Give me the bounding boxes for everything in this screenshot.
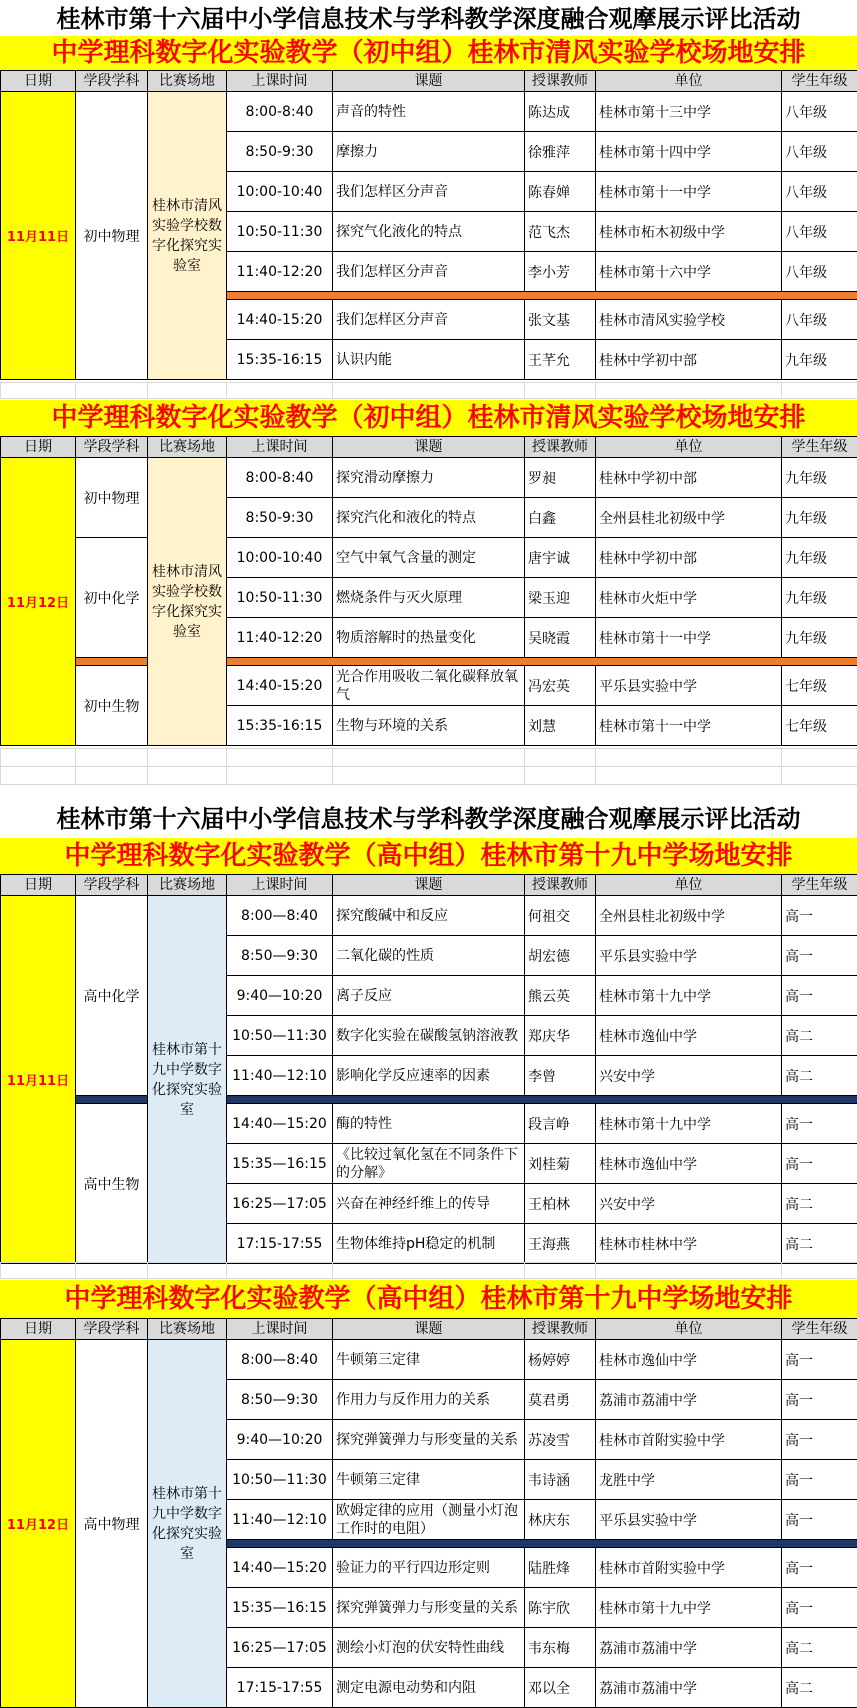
time-cell: 8:00-8:40 <box>227 92 333 132</box>
teacher-cell: 王海燕 <box>525 1224 596 1264</box>
grade-cell: 高一 <box>782 1380 857 1420</box>
time-cell: 8:50-9:30 <box>227 498 333 538</box>
time-cell: 14:40-15:20 <box>227 666 333 706</box>
event-title: 桂林市第十六届中小学信息技术与学科教学深度融合观摩展示评比活动 <box>0 2 857 36</box>
date-cell: 11月12日 <box>1 1340 76 1708</box>
section-title: 中学理科数字化实验教学（初中组）桂林市清风实验学校场地安排 <box>0 400 857 436</box>
col-grade: 学生年级 <box>782 1319 857 1340</box>
topic-cell: 我们怎样区分声音 <box>333 252 525 292</box>
col-teacher: 授课教师 <box>525 71 596 92</box>
unit-cell: 平乐县实验中学 <box>596 936 782 976</box>
teacher-cell: 梁玉迎 <box>525 578 596 618</box>
time-cell: 14:40-15:20 <box>227 300 333 340</box>
col-date: 日期 <box>1 71 76 92</box>
teacher-cell: 段言峥 <box>525 1104 596 1144</box>
col-venue: 比赛场地 <box>148 71 227 92</box>
teacher-cell: 李小芳 <box>525 252 596 292</box>
unit-cell: 全州县桂北初级中学 <box>596 498 782 538</box>
teacher-cell: 邓以全 <box>525 1668 596 1708</box>
unit-cell: 桂林中学初中部 <box>596 340 782 380</box>
grade-cell: 九年级 <box>782 458 857 498</box>
topic-cell: 生物体维持pH稳定的机制 <box>333 1224 525 1264</box>
venue-cell: 桂林市清风实验学校数字化探究实验室 <box>148 92 227 380</box>
grade-cell: 九年级 <box>782 498 857 538</box>
unit-cell: 桂林中学初中部 <box>596 458 782 498</box>
teacher-cell: 吴晓霞 <box>525 618 596 658</box>
unit-cell: 兴安中学 <box>596 1056 782 1096</box>
unit-cell: 桂林市清风实验学校 <box>596 300 782 340</box>
subject-cell: 初中生物 <box>76 666 148 746</box>
col-date: 日期 <box>1 875 76 896</box>
subject-cell: 高中化学 <box>76 896 148 1096</box>
grade-cell: 八年级 <box>782 300 857 340</box>
lunch-break-band <box>76 658 148 666</box>
col-grade: 学生年级 <box>782 437 857 458</box>
teacher-cell: 陈春婵 <box>525 172 596 212</box>
topic-cell: 我们怎样区分声音 <box>333 172 525 212</box>
table-row <box>1 538 857 578</box>
grade-cell: 高二 <box>782 1668 857 1708</box>
grade-cell: 九年级 <box>782 578 857 618</box>
subject-cell: 高中物理 <box>76 1340 148 1708</box>
teacher-cell: 莫君勇 <box>525 1380 596 1420</box>
grade-cell: 高二 <box>782 1184 857 1224</box>
lunch-break-band <box>227 1096 857 1104</box>
topic-cell: 牛顿第三定律 <box>333 1340 525 1380</box>
col-venue: 比赛场地 <box>148 1319 227 1340</box>
topic-cell: 探究酸碱中和反应 <box>333 896 525 936</box>
section-title: 中学理科数字化实验教学（高中组）桂林市第十九中学场地安排 <box>0 838 857 874</box>
grade-cell: 高一 <box>782 936 857 976</box>
topic-cell: 离子反应 <box>333 976 525 1016</box>
time-cell: 10:00-10:40 <box>227 172 333 212</box>
header-row <box>1 71 857 92</box>
teacher-cell: 范飞杰 <box>525 212 596 252</box>
time-cell: 8:00—8:40 <box>227 1340 333 1380</box>
date-cell: 11月11日 <box>1 92 76 380</box>
col-subject: 学段学科 <box>76 437 148 458</box>
col-date: 日期 <box>1 437 76 458</box>
topic-cell: 探究气化液化的特点 <box>333 212 525 252</box>
topic-cell: 摩擦力 <box>333 132 525 172</box>
time-cell: 10:50—11:30 <box>227 1460 333 1500</box>
col-time: 上课时间 <box>227 71 333 92</box>
unit-cell: 桂林市第十四中学 <box>596 132 782 172</box>
topic-cell: 燃烧条件与灭火原理 <box>333 578 525 618</box>
col-unit: 单位 <box>596 875 782 896</box>
grade-cell: 高一 <box>782 1340 857 1380</box>
grade-cell: 八年级 <box>782 252 857 292</box>
unit-cell: 荔浦市荔浦中学 <box>596 1380 782 1420</box>
teacher-cell: 胡宏德 <box>525 936 596 976</box>
teacher-cell: 王芊允 <box>525 340 596 380</box>
grade-cell: 高一 <box>782 1104 857 1144</box>
schedule-table <box>0 1318 857 1708</box>
unit-cell: 桂林市首附实验中学 <box>596 1420 782 1460</box>
teacher-cell: 陆胜烽 <box>525 1548 596 1588</box>
teacher-cell: 韦诗涵 <box>525 1460 596 1500</box>
empty-grid <box>0 1262 857 1279</box>
time-cell: 11:40-12:20 <box>227 618 333 658</box>
grade-cell: 七年级 <box>782 706 857 746</box>
col-venue: 比赛场地 <box>148 437 227 458</box>
table-row <box>1 458 857 498</box>
col-grade: 学生年级 <box>782 875 857 896</box>
grade-cell: 高二 <box>782 1224 857 1264</box>
teacher-cell: 刘桂菊 <box>525 1144 596 1184</box>
date-cell: 11月12日 <box>1 458 76 746</box>
teacher-cell: 唐宇诚 <box>525 538 596 578</box>
col-unit: 单位 <box>596 437 782 458</box>
time-cell: 8:50—9:30 <box>227 936 333 976</box>
unit-cell: 桂林市第十一中学 <box>596 618 782 658</box>
unit-cell: 桂林市逸仙中学 <box>596 1016 782 1056</box>
time-cell: 15:35—16:15 <box>227 1144 333 1184</box>
unit-cell: 桂林市第十九中学 <box>596 976 782 1016</box>
unit-cell: 桂林市第十一中学 <box>596 172 782 212</box>
grade-cell: 高一 <box>782 976 857 1016</box>
time-cell: 17:15-17:55 <box>227 1224 333 1264</box>
topic-cell: 探究弹簧弹力与形变量的关系 <box>333 1588 525 1628</box>
unit-cell: 桂林中学初中部 <box>596 538 782 578</box>
time-cell: 8:00—8:40 <box>227 896 333 936</box>
time-cell: 9:40—10:20 <box>227 976 333 1016</box>
topic-cell: 声音的特性 <box>333 92 525 132</box>
grade-cell: 七年级 <box>782 666 857 706</box>
venue-cell: 桂林市第十九中学数字化探究实验室 <box>148 896 227 1264</box>
topic-cell: 测绘小灯泡的伏安特性曲线 <box>333 1628 525 1668</box>
unit-cell: 桂林市逸仙中学 <box>596 1144 782 1184</box>
topic-cell: 作用力与反作用力的关系 <box>333 1380 525 1420</box>
grade-cell: 高一 <box>782 1420 857 1460</box>
teacher-cell: 苏凌雪 <box>525 1420 596 1460</box>
grade-cell: 高二 <box>782 1016 857 1056</box>
topic-cell: 《比较过氧化氢在不同条件下的分解》 <box>333 1144 525 1184</box>
col-topic: 课题 <box>333 875 525 896</box>
topic-cell: 认识内能 <box>333 340 525 380</box>
venue-cell: 桂林市清风实验学校数字化探究实验室 <box>148 458 227 746</box>
grade-cell: 八年级 <box>782 212 857 252</box>
time-cell: 11:40—12:10 <box>227 1056 333 1096</box>
topic-cell: 验证力的平行四边形定则 <box>333 1548 525 1588</box>
topic-cell: 探究弹簧弹力与形变量的关系 <box>333 1420 525 1460</box>
time-cell: 10:00-10:40 <box>227 538 333 578</box>
lunch-break-band <box>76 1096 148 1104</box>
time-cell: 11:40—12:10 <box>227 1500 333 1540</box>
col-subject: 学段学科 <box>76 1319 148 1340</box>
time-cell: 16:25—17:05 <box>227 1184 333 1224</box>
teacher-cell: 徐雅萍 <box>525 132 596 172</box>
col-topic: 课题 <box>333 1319 525 1340</box>
header-row <box>1 1319 857 1340</box>
teacher-cell: 罗昶 <box>525 458 596 498</box>
teacher-cell: 何祖交 <box>525 896 596 936</box>
empty-grid <box>0 382 857 399</box>
topic-cell: 欧姆定律的应用（测量小灯泡工作时的电阻） <box>333 1500 525 1540</box>
time-cell: 10:50—11:30 <box>227 1016 333 1056</box>
unit-cell: 桂林市第十九中学 <box>596 1588 782 1628</box>
grade-cell: 高一 <box>782 1144 857 1184</box>
grade-cell: 高二 <box>782 1056 857 1096</box>
unit-cell: 桂林市第十一中学 <box>596 706 782 746</box>
lunch-break-band <box>227 1540 857 1548</box>
subject-cell: 初中物理 <box>76 458 148 538</box>
topic-cell: 光合作用吸收二氧化碳释放氧气 <box>333 666 525 706</box>
table-row <box>1 1104 857 1144</box>
topic-cell: 影响化学反应速率的因素 <box>333 1056 525 1096</box>
subject-cell: 初中化学 <box>76 538 148 658</box>
time-cell: 8:50—9:30 <box>227 1380 333 1420</box>
time-cell: 14:40—15:20 <box>227 1104 333 1144</box>
lunch-break-row <box>1 658 857 666</box>
teacher-cell: 杨婷婷 <box>525 1340 596 1380</box>
topic-cell: 测定电源电动势和内阻 <box>333 1668 525 1708</box>
header-row <box>1 875 857 896</box>
topic-cell: 数字化实验在碳酸氢钠溶液教 <box>333 1016 525 1056</box>
topic-cell: 探究滑动摩擦力 <box>333 458 525 498</box>
col-time: 上课时间 <box>227 875 333 896</box>
schedule-table <box>0 874 857 1264</box>
venue-cell: 桂林市第十九中学数字化探究实验室 <box>148 1340 227 1708</box>
teacher-cell: 韦东梅 <box>525 1628 596 1668</box>
topic-cell: 兴奋在神经纤维上的传导 <box>333 1184 525 1224</box>
topic-cell: 二氧化碳的性质 <box>333 936 525 976</box>
event-title: 桂林市第十六届中小学信息技术与学科教学深度融合观摩展示评比活动 <box>0 802 857 836</box>
date-cell: 11月11日 <box>1 896 76 1264</box>
grade-cell: 高一 <box>782 896 857 936</box>
unit-cell: 桂林市第十三中学 <box>596 92 782 132</box>
lunch-break-band <box>227 292 857 300</box>
grade-cell: 高一 <box>782 1588 857 1628</box>
grade-cell: 高二 <box>782 1628 857 1668</box>
empty-grid <box>0 748 857 785</box>
teacher-cell: 白鑫 <box>525 498 596 538</box>
unit-cell: 荔浦市荔浦中学 <box>596 1668 782 1708</box>
section-title: 中学理科数字化实验教学（初中组）桂林市清风实验学校场地安排 <box>0 36 857 70</box>
grade-cell: 高一 <box>782 1548 857 1588</box>
topic-cell: 生物与环境的关系 <box>333 706 525 746</box>
topic-cell: 空气中氧气含量的测定 <box>333 538 525 578</box>
teacher-cell: 陈宇欣 <box>525 1588 596 1628</box>
grade-cell: 九年级 <box>782 618 857 658</box>
col-topic: 课题 <box>333 71 525 92</box>
unit-cell: 荔浦市荔浦中学 <box>596 1628 782 1668</box>
time-cell: 14:40—15:20 <box>227 1548 333 1588</box>
unit-cell: 桂林市第十六中学 <box>596 252 782 292</box>
topic-cell: 物质溶解时的热量变化 <box>333 618 525 658</box>
schedule-table <box>0 70 857 380</box>
unit-cell: 桂林市桂林中学 <box>596 1224 782 1264</box>
col-venue: 比赛场地 <box>148 875 227 896</box>
subject-cell: 高中生物 <box>76 1104 148 1264</box>
unit-cell: 龙胜中学 <box>596 1460 782 1500</box>
topic-cell: 探究汽化和液化的特点 <box>333 498 525 538</box>
grade-cell: 高一 <box>782 1500 857 1540</box>
teacher-cell: 冯宏英 <box>525 666 596 706</box>
unit-cell: 平乐县实验中学 <box>596 1500 782 1540</box>
time-cell: 15:35—16:15 <box>227 1588 333 1628</box>
table-row <box>1 92 857 132</box>
teacher-cell: 林庆东 <box>525 1500 596 1540</box>
time-cell: 17:15-17:55 <box>227 1668 333 1708</box>
grade-cell: 八年级 <box>782 92 857 132</box>
unit-cell: 桂林市火炬中学 <box>596 578 782 618</box>
topic-cell: 我们怎样区分声音 <box>333 300 525 340</box>
time-cell: 16:25—17:05 <box>227 1628 333 1668</box>
teacher-cell: 李曾 <box>525 1056 596 1096</box>
col-time: 上课时间 <box>227 437 333 458</box>
unit-cell: 桂林市柘木初级中学 <box>596 212 782 252</box>
col-unit: 单位 <box>596 71 782 92</box>
time-cell: 8:50-9:30 <box>227 132 333 172</box>
unit-cell: 兴安中学 <box>596 1184 782 1224</box>
lunch-break-row <box>1 1096 857 1104</box>
unit-cell: 桂林市第十九中学 <box>596 1104 782 1144</box>
lunch-break-band <box>227 658 857 666</box>
table-row <box>1 666 857 706</box>
time-cell: 15:35-16:15 <box>227 706 333 746</box>
col-grade: 学生年级 <box>782 71 857 92</box>
col-date: 日期 <box>1 1319 76 1340</box>
grade-cell: 八年级 <box>782 132 857 172</box>
col-teacher: 授课教师 <box>525 437 596 458</box>
grade-cell: 九年级 <box>782 538 857 578</box>
teacher-cell: 郑庆华 <box>525 1016 596 1056</box>
time-cell: 9:40—10:20 <box>227 1420 333 1460</box>
unit-cell: 桂林市首附实验中学 <box>596 1548 782 1588</box>
col-time: 上课时间 <box>227 1319 333 1340</box>
teacher-cell: 王柏林 <box>525 1184 596 1224</box>
time-cell: 11:40-12:20 <box>227 252 333 292</box>
col-teacher: 授课教师 <box>525 1319 596 1340</box>
time-cell: 10:50-11:30 <box>227 212 333 252</box>
topic-cell: 牛顿第三定律 <box>333 1460 525 1500</box>
teacher-cell: 刘慧 <box>525 706 596 746</box>
unit-cell: 平乐县实验中学 <box>596 666 782 706</box>
grade-cell: 八年级 <box>782 172 857 212</box>
unit-cell: 桂林市逸仙中学 <box>596 1340 782 1380</box>
table-row <box>1 1340 857 1380</box>
table-row <box>1 896 857 936</box>
grade-cell: 高一 <box>782 1460 857 1500</box>
col-unit: 单位 <box>596 1319 782 1340</box>
col-subject: 学段学科 <box>76 875 148 896</box>
teacher-cell: 张文基 <box>525 300 596 340</box>
schedule-table <box>0 436 857 746</box>
topic-cell: 酶的特性 <box>333 1104 525 1144</box>
time-cell: 10:50-11:30 <box>227 578 333 618</box>
subject-cell: 初中物理 <box>76 92 148 380</box>
time-cell: 15:35-16:15 <box>227 340 333 380</box>
section-title: 中学理科数字化实验教学（高中组）桂林市第十九中学场地安排 <box>0 1280 857 1318</box>
col-teacher: 授课教师 <box>525 875 596 896</box>
time-cell: 8:00-8:40 <box>227 458 333 498</box>
col-subject: 学段学科 <box>76 71 148 92</box>
unit-cell: 全州县桂北初级中学 <box>596 896 782 936</box>
col-topic: 课题 <box>333 437 525 458</box>
teacher-cell: 陈达成 <box>525 92 596 132</box>
grade-cell: 九年级 <box>782 340 857 380</box>
header-row <box>1 437 857 458</box>
teacher-cell: 熊云英 <box>525 976 596 1016</box>
